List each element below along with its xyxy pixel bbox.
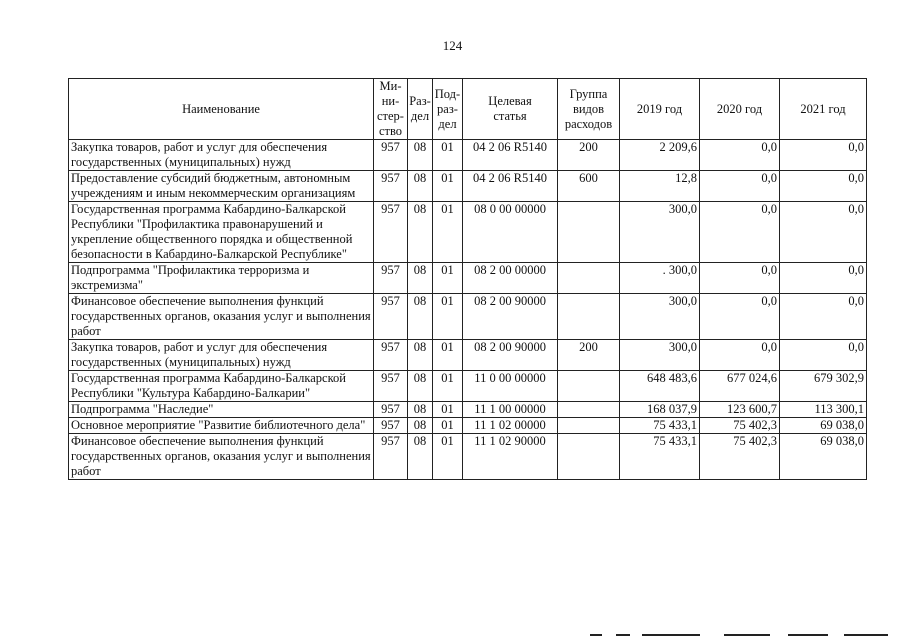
- row-name: Предоставление субсидий бюджетным, автономным учреждениям и иным некоммерческим организациям: [69, 171, 374, 202]
- row-amount-2020: 0,0: [700, 171, 780, 202]
- row-amount-2020: 0,0: [700, 263, 780, 294]
- row-name: Основное мероприятие "Развитие библиотечного дела": [69, 418, 374, 434]
- column-header: Наименование: [69, 79, 374, 140]
- row-amount-2019: 168 037,9: [620, 402, 700, 418]
- row-amount-2019: 2 209,6: [620, 140, 700, 171]
- row-amount-2019: 300,0: [620, 202, 700, 263]
- row-amount-2021: 0,0: [780, 171, 867, 202]
- row-section: 08: [408, 294, 433, 340]
- table-row: [69, 434, 867, 480]
- row-section: 08: [408, 171, 433, 202]
- column-header: 2021 год: [780, 79, 867, 140]
- table-header: [69, 79, 867, 140]
- table-row: [69, 140, 867, 171]
- row-expense-group: 200: [558, 140, 620, 171]
- row-subsection: 01: [433, 434, 463, 480]
- row-ministry: 957: [374, 371, 408, 402]
- row-subsection: 01: [433, 171, 463, 202]
- row-target-article: 11 1 02 00000: [463, 418, 558, 434]
- row-section: 08: [408, 340, 433, 371]
- row-expense-group: [558, 434, 620, 480]
- row-amount-2019: 648 483,6: [620, 371, 700, 402]
- row-amount-2021: 0,0: [780, 294, 867, 340]
- page-number: 124: [442, 38, 463, 53]
- row-amount-2020: 677 024,6: [700, 371, 780, 402]
- row-name: Государственная программа Кабардино-Балкарской Республики "Культура Кабардино-Балкарии": [69, 371, 374, 402]
- row-ministry: 957: [374, 263, 408, 294]
- scan-artifact-marks: [590, 634, 890, 637]
- table-row: [69, 263, 867, 294]
- column-header: 2020 год: [700, 79, 780, 140]
- row-amount-2021: 69 038,0: [780, 434, 867, 480]
- table-row: [69, 294, 867, 340]
- row-ministry: 957: [374, 140, 408, 171]
- row-amount-2021: 113 300,1: [780, 402, 867, 418]
- row-target-article: 08 0 00 00000: [463, 202, 558, 263]
- row-amount-2019: 75 433,1: [620, 434, 700, 480]
- row-subsection: 01: [433, 402, 463, 418]
- row-subsection: 01: [433, 294, 463, 340]
- row-subsection: 01: [433, 140, 463, 171]
- row-target-article: 11 1 02 90000: [463, 434, 558, 480]
- row-name: Закупка товаров, работ и услуг для обеспечения государственных (муниципальных) нужд: [69, 340, 374, 371]
- row-subsection: 01: [433, 202, 463, 263]
- column-header: Под- раз- дел: [433, 79, 463, 140]
- row-ministry: 957: [374, 402, 408, 418]
- row-expense-group: [558, 371, 620, 402]
- row-name: Подпрограмма "Наследие": [69, 402, 374, 418]
- row-subsection: 01: [433, 371, 463, 402]
- row-expense-group: [558, 263, 620, 294]
- row-section: 08: [408, 418, 433, 434]
- row-target-article: 04 2 06 R5140: [463, 171, 558, 202]
- row-amount-2020: 123 600,7: [700, 402, 780, 418]
- header-row: [69, 79, 867, 140]
- row-ministry: 957: [374, 418, 408, 434]
- row-amount-2020: 75 402,3: [700, 434, 780, 480]
- row-section: 08: [408, 140, 433, 171]
- table-row: [69, 202, 867, 263]
- row-section: 08: [408, 371, 433, 402]
- row-ministry: 957: [374, 171, 408, 202]
- row-subsection: 01: [433, 263, 463, 294]
- row-target-article: 04 2 06 R5140: [463, 140, 558, 171]
- row-amount-2021: 0,0: [780, 140, 867, 171]
- row-expense-group: 600: [558, 171, 620, 202]
- row-name: Финансовое обеспечение выполнения функций государственных органов, оказания услуг и выполнения работ: [69, 434, 374, 480]
- row-amount-2021: 0,0: [780, 340, 867, 371]
- row-ministry: 957: [374, 294, 408, 340]
- row-name: Подпрограмма "Профилактика терроризма и экстремизма": [69, 263, 374, 294]
- row-section: 08: [408, 202, 433, 263]
- row-name: Закупка товаров, работ и услуг для обеспечения государственных (муниципальных) нужд: [69, 140, 374, 171]
- row-expense-group: [558, 202, 620, 263]
- row-amount-2019: 75 433,1: [620, 418, 700, 434]
- row-amount-2020: 75 402,3: [700, 418, 780, 434]
- row-target-article: 11 1 00 00000: [463, 402, 558, 418]
- row-amount-2020: 0,0: [700, 340, 780, 371]
- column-header: Группа видов расходов: [558, 79, 620, 140]
- row-amount-2021: 0,0: [780, 202, 867, 263]
- table-body: [69, 140, 867, 480]
- table-row: [69, 418, 867, 434]
- column-header: Целевая статья: [463, 79, 558, 140]
- row-amount-2019: . 300,0: [620, 263, 700, 294]
- row-section: 08: [408, 263, 433, 294]
- table-row: [69, 371, 867, 402]
- row-ministry: 957: [374, 340, 408, 371]
- row-ministry: 957: [374, 434, 408, 480]
- table-row: [69, 171, 867, 202]
- row-subsection: 01: [433, 418, 463, 434]
- row-amount-2019: 12,8: [620, 171, 700, 202]
- row-amount-2021: 679 302,9: [780, 371, 867, 402]
- table-row: [69, 340, 867, 371]
- row-name: Финансовое обеспечение выполнения функций государственных органов, оказания услуг и выполнения работ: [69, 294, 374, 340]
- row-target-article: 08 2 00 90000: [463, 294, 558, 340]
- row-target-article: 11 0 00 00000: [463, 371, 558, 402]
- row-target-article: 08 2 00 00000: [463, 263, 558, 294]
- row-amount-2019: 300,0: [620, 294, 700, 340]
- row-amount-2020: 0,0: [700, 294, 780, 340]
- row-amount-2021: 0,0: [780, 263, 867, 294]
- row-amount-2020: 0,0: [700, 202, 780, 263]
- budget-table: [68, 78, 867, 480]
- row-section: 08: [408, 434, 433, 480]
- row-ministry: 957: [374, 202, 408, 263]
- column-header: 2019 год: [620, 79, 700, 140]
- row-expense-group: [558, 294, 620, 340]
- row-name: Государственная программа Кабардино-Балкарской Республики "Профилактика правонарушений и укрепление общественного порядка и общественной безопасности в Кабардино-Балкарской Республике": [69, 202, 374, 263]
- row-section: 08: [408, 402, 433, 418]
- row-amount-2019: 300,0: [620, 340, 700, 371]
- row-expense-group: [558, 418, 620, 434]
- column-header: Ми- ни- стер- ство: [374, 79, 408, 140]
- row-amount-2021: 69 038,0: [780, 418, 867, 434]
- row-target-article: 08 2 00 90000: [463, 340, 558, 371]
- row-subsection: 01: [433, 340, 463, 371]
- table-row: [69, 402, 867, 418]
- row-expense-group: 200: [558, 340, 620, 371]
- column-header: Раз- дел: [408, 79, 433, 140]
- row-amount-2020: 0,0: [700, 140, 780, 171]
- row-expense-group: [558, 402, 620, 418]
